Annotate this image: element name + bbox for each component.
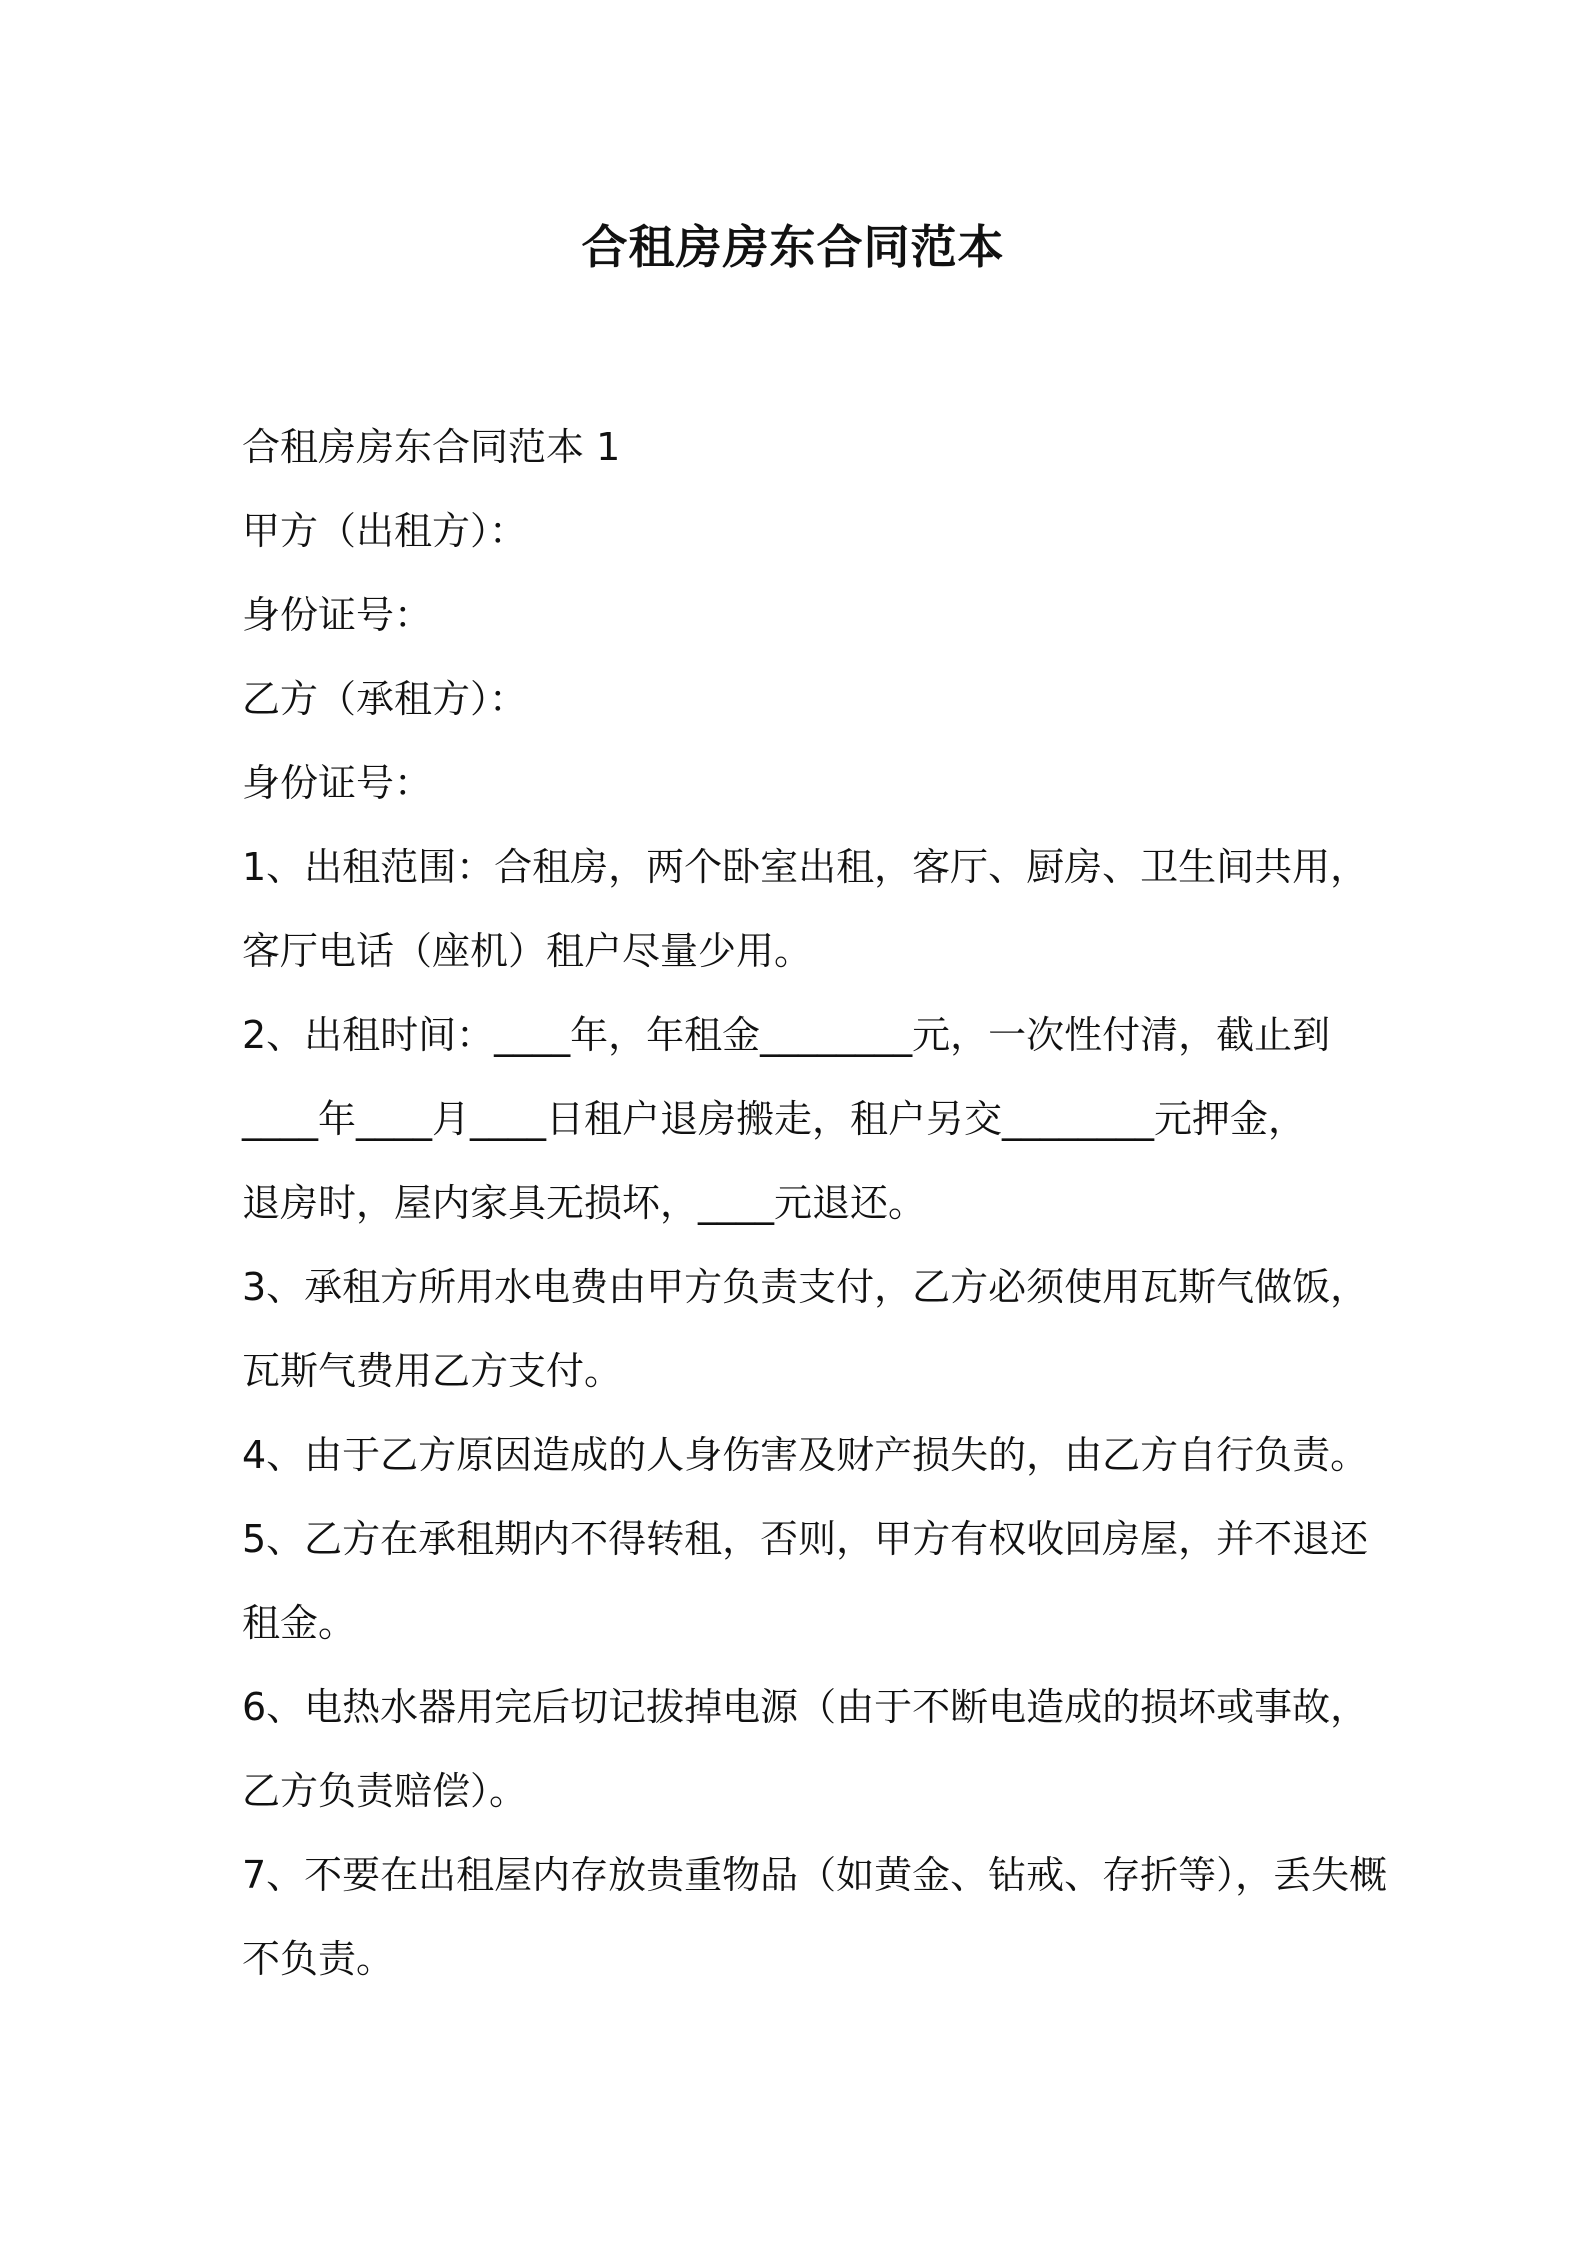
party-b-id-label: 身份证号： <box>242 761 433 805</box>
clause-1-line-2: 客厅电话（座机）租户尽量少用。 <box>242 929 813 973</box>
clause-2-line-1: 2、出租时间：____年，年租金________元，一次性付清，截止到 <box>242 1013 1331 1057</box>
clause-4-line-1: 4、由于乙方原因造成的人身伤害及财产损失的，由乙方自行负责。 <box>242 1433 1369 1477</box>
document-title: 合租房房东合同范本 <box>581 220 1005 274</box>
section-heading: 合租房房东合同范本 1 <box>242 425 621 469</box>
clause-1-line-1: 1、出租范围：合租房，两个卧室出租，客厅、厨房、卫生间共用， <box>242 845 1369 889</box>
clause-7-line-1: 7、不要在出租屋内存放贵重物品（如黄金、钻戒、存折等），丢失概 <box>242 1853 1388 1897</box>
document-body <box>242 405 1388 2001</box>
clause-3-line-1: 3、承租方所用水电费由甲方负责支付，乙方必须使用瓦斯气做饭， <box>242 1265 1369 1309</box>
clause-7-line-2: 不负责。 <box>242 1937 395 1981</box>
clause-2-line-3: 退房时，屋内家具无损坏，____元退还。 <box>242 1181 927 1225</box>
clause-6-line-2: 乙方负责赔偿）。 <box>242 1769 528 1813</box>
clause-5-line-2: 租金。 <box>242 1601 357 1645</box>
party-a-id-label: 身份证号： <box>242 593 433 637</box>
party-b-label: 乙方（承租方）： <box>242 677 528 721</box>
clause-2-line-2: ____年____月____日租户退房搬走，租户另交________元押金， <box>242 1097 1307 1141</box>
clause-6-line-1: 6、电热水器用完后切记拔掉电源（由于不断电造成的损坏或事故， <box>242 1685 1369 1729</box>
clause-5-line-1: 5、乙方在承租期内不得转租，否则，甲方有权收回房屋，并不退还 <box>242 1517 1369 1561</box>
party-a-label: 甲方（出租方）： <box>242 509 528 553</box>
clause-3-line-2: 瓦斯气费用乙方支付。 <box>242 1349 623 1393</box>
